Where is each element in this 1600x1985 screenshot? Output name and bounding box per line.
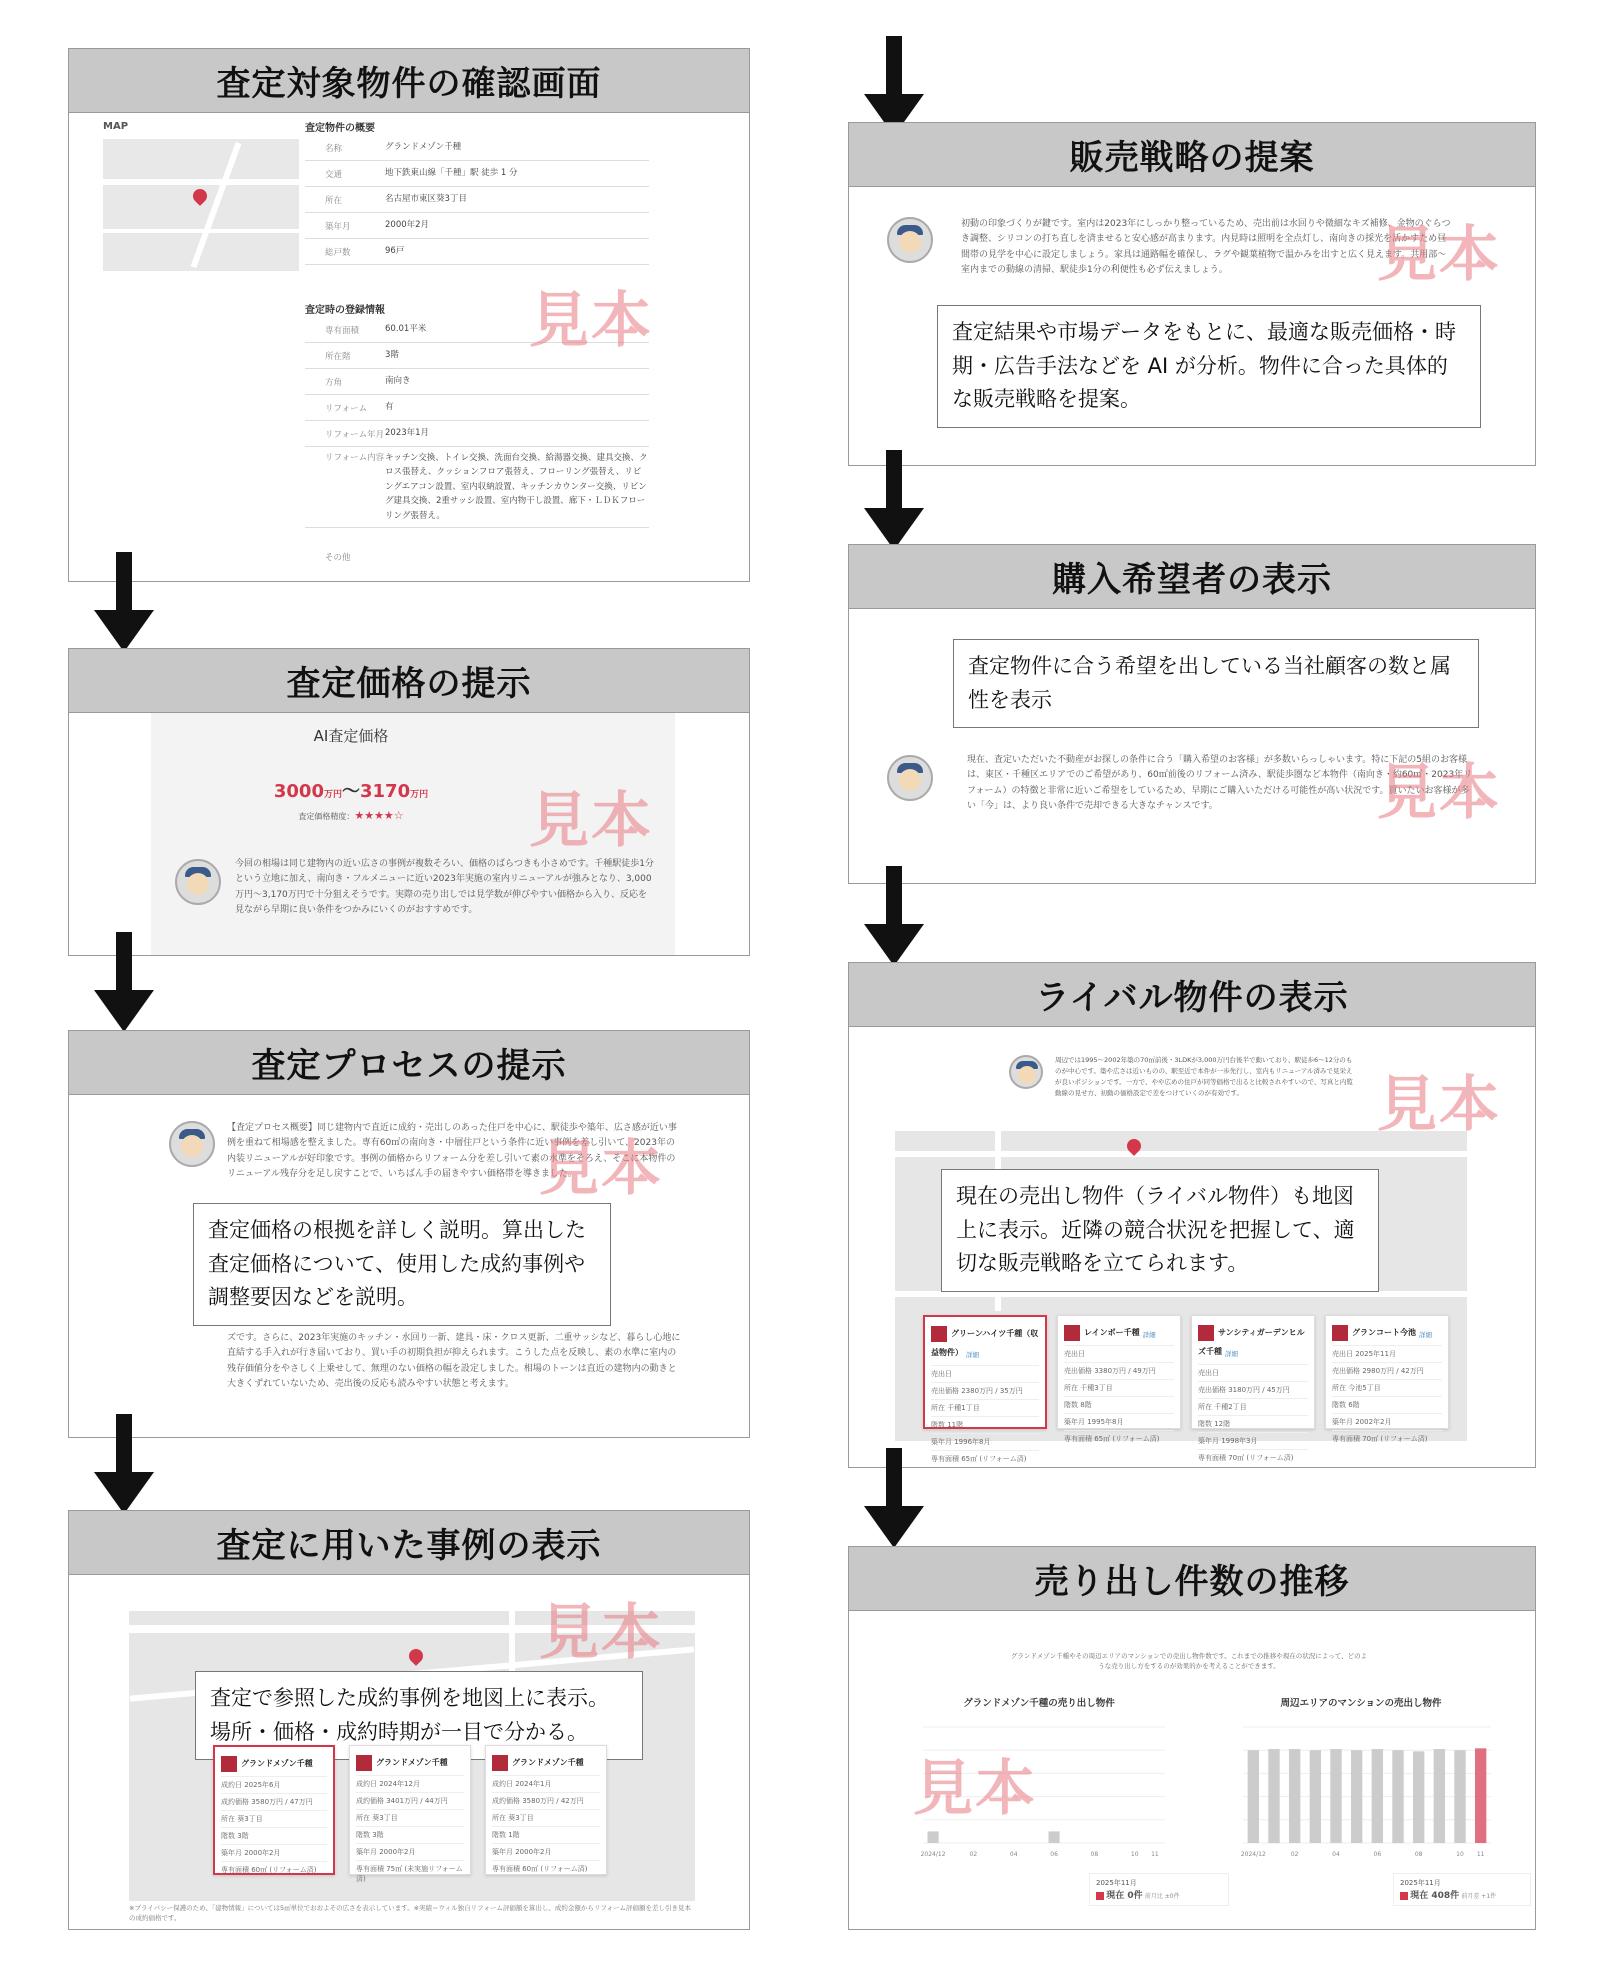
rival-card-line: 専有面積 70㎡ (リフォーム済): [1332, 1430, 1442, 1447]
chart-bar[interactable]: [1289, 1749, 1300, 1843]
case-card-line: 階数 1階: [492, 1826, 600, 1843]
x-tick-label: 06: [1373, 1851, 1382, 1858]
buyers-callout: 査定物件に合う希望を出している当社顧客の数と属性を表示: [953, 639, 1479, 728]
panel-title: 購入希望者の表示: [849, 545, 1535, 609]
advisor-avatar: [887, 217, 933, 263]
x-tick-label: 04: [1332, 1851, 1340, 1858]
x-tick-label: 06: [1050, 1851, 1058, 1858]
rival-card-line: 売出価格 2980万円 / 42万円: [1332, 1362, 1442, 1379]
registration-value: 有: [385, 402, 394, 413]
price-comment: 今回の相場は同じ建物内の近い広さの事例が複数そろい、価格のばらつきも小さめです。千種駅徒歩1分という立地に加え、南向き・フルメニューに近い2023年実施の室内リニューアルが強みとなり、3,000万円〜3,170万円で十分狙えそうです。実際の売り出しでは見学数が伸びやすい価格から入り、反応を見ながら早期に良い条件をつかみにいくのがおすすめです。: [235, 859, 654, 915]
panel-title: 査定対象物件の確認画面: [69, 49, 749, 113]
advisor-avatar: [887, 755, 933, 801]
rating-stars: ★★★★☆: [354, 809, 404, 822]
overview-key: 築年月: [325, 221, 351, 232]
case-card-line: 専有面積 60㎡ (リフォーム済): [221, 1861, 327, 1878]
x-tick-label: 08: [1090, 1851, 1099, 1858]
registration-row: [305, 369, 649, 395]
registration-value: 3階: [385, 350, 399, 361]
process-text-top: 【査定プロセス概要】同じ建物内で直近に成約・売出しのあった住戸を中心に、駅徒歩や築年、広さ感が近い事例を重ねて相場感を整えました。専有60㎡の南向き・中層住戸という条件に近い事例を差し引いて、2023年の内装リニューアルが好印象です。事例の価格からリフォーム分を差し引いて素の水準をそろえ、そこに本物件のリニューアル残存分を足し戻すことで、いちばん手の届きやすい価格帯を導きました。: [227, 1123, 677, 1179]
x-tick-label: 02: [1290, 1851, 1299, 1858]
building-icon: [221, 1756, 237, 1772]
case-card-line: 階数 3階: [356, 1826, 464, 1843]
building-icon: [931, 1326, 947, 1342]
rival-card-line: 売出価格 2380万円 / 35万円: [931, 1382, 1039, 1399]
sample-watermark: 見本: [529, 786, 653, 856]
process-callout: 査定価格の根拠を詳しく説明。算出した査定価格について、使用した成約事例や調整要因などを説明。: [193, 1203, 611, 1326]
x-tick-label: 02: [969, 1851, 978, 1858]
overview-value: 名古屋市東区葵3丁目: [385, 194, 467, 205]
detail-link[interactable]: 詳細: [966, 1351, 979, 1359]
down-arrow-icon: [94, 932, 154, 1032]
overview-key: 総戸数: [325, 247, 351, 258]
x-tick-label: 11: [1151, 1851, 1159, 1858]
case-card-line: 成約価格 3401万円 / 44万円: [356, 1792, 464, 1809]
chart-bar[interactable]: [1330, 1749, 1341, 1843]
advisor-avatar: [175, 859, 221, 905]
rival-card-name: レインボー千種: [1084, 1328, 1140, 1337]
rival-card-name: グリーンハイツ千種（収益物件）: [931, 1329, 1039, 1357]
building-icon: [1332, 1325, 1348, 1341]
chart-bar[interactable]: [1310, 1750, 1321, 1843]
strategy-text: 初動の印象づくりが鍵です。室内は2023年にしっかり整っているため、売出前は水回りや微細なキズ補修、金物のぐらつき調整、シリコンの打ち直しを済ませると安心感が高まります。内見時は照明を全点灯し、南向きの採光を活かすため昼間帯の見学を中心に設定しましょう。家具は通路幅を確保し、ラグや観葉植物で温かみを出すと広く見えます。共用部〜室内までの動線の清掃、駅徒歩1分の利便性も必ず伝えましょう。: [961, 219, 1451, 275]
chart-left-title: グランドメゾン千種の売り出し物件: [963, 1698, 1115, 1709]
property-map[interactable]: [103, 139, 299, 271]
chart-bar[interactable]: [1351, 1750, 1362, 1843]
rival-card-line: 築年月 1996年8月: [931, 1433, 1039, 1450]
rivals-text: 周辺では1995〜2002年築の70㎡前後・3LDKが3,000万円台後半で動いており、駅徒歩6〜12分のものが中心です。築や広さは近いものの、駅至近で本件が一歩先行し、室内もリニューアル済みで見栄えが良いポジションです。一方で、やや広めの住戸が同等価格で出ると比較されやすいので、写真と内覧動線の見せ方、初動の価格設定で差をつけていくのが有効です。: [1055, 1056, 1353, 1098]
panel-property-check: [68, 48, 750, 582]
house-icon: [1400, 1892, 1408, 1900]
advisor-avatar: [1009, 1055, 1043, 1089]
panel-title: 販売戦略の提案: [849, 123, 1535, 187]
detail-link[interactable]: 詳細: [1419, 1331, 1432, 1339]
case-card-line: 所在 葵3丁目: [356, 1809, 464, 1826]
rival-card[interactable]: [923, 1315, 1047, 1463]
chart-bar[interactable]: [1372, 1749, 1383, 1843]
building-icon: [356, 1755, 372, 1771]
panel-listings-trend: [848, 1546, 1536, 1930]
map-label: MAP: [103, 121, 129, 132]
overview-list: [305, 135, 649, 265]
registration-row: [305, 421, 649, 447]
x-tick-label: 11: [1476, 1851, 1485, 1858]
down-arrow-icon: [864, 450, 924, 550]
case-card-line: 階数 3階: [221, 1827, 327, 1844]
registration-value: 南向き: [385, 376, 411, 387]
case-card-line: 専有面積 60㎡ (リフォーム済): [492, 1860, 600, 1877]
down-arrow-icon: [94, 552, 154, 652]
registration-value: 2023年1月: [385, 428, 430, 439]
x-tick-label: 08: [1414, 1851, 1423, 1858]
other-row: その他: [325, 553, 351, 563]
overview-key: 名称: [325, 143, 343, 154]
panel-title: 査定価格の提示: [69, 649, 749, 713]
strategy-callout: 査定結果や市場データをもとに、最適な販売価格・時期・広告手法などを AI が分析。物件に合った具体的な販売戦略を提案。: [937, 305, 1481, 428]
rival-card-line: 築年月 2002年2月: [1332, 1413, 1442, 1430]
rival-card-line: 専有面積 65㎡ (リフォーム済): [1064, 1430, 1174, 1447]
detail-link[interactable]: 詳細: [1225, 1350, 1238, 1358]
overview-row: [305, 135, 649, 161]
case-card-line: 成約価格 3580万円 / 47万円: [221, 1793, 327, 1810]
cases-note: ※プライバシー保護のため、「建物情報」については5㎡単位でおおよその広さを表示しています。※実績＝ウィル独自リフォーム評価額を算出し、成約金額からリフォーム評価額を差し引き見本の成約価格です。: [129, 1904, 692, 1923]
overview-key: 所在: [325, 195, 343, 206]
rival-card-line: 階数 6階: [1332, 1396, 1442, 1413]
down-arrow-icon: [864, 866, 924, 966]
registration-value: 60.01平米: [385, 324, 427, 335]
building-icon: [1064, 1325, 1080, 1341]
rival-card-line: 所在 今池5丁目: [1332, 1379, 1442, 1396]
panel-price: [68, 648, 750, 956]
trend-intro: グランドメゾン千種やその周辺エリアのマンションでの売出し物件数です。これまでの推移や現在の状況によって、どのような売り出し方をするのが効果的かを考えることができます。: [1010, 1652, 1368, 1671]
x-tick-label: 2024/12: [920, 1851, 946, 1858]
down-arrow-icon: [94, 1414, 154, 1514]
ai-price-label: AI査定価格: [313, 727, 389, 745]
cases-callout: 査定で参照した成約事例を地図上に表示。場所・価格・成約時期が一目で分かる。: [195, 1671, 643, 1760]
buyers-text: 現在、査定いただいた不動産がお探しの条件に合う「購入希望のお客様」が多数いらっしゃいます。特に下記の5組のお客様は、東区・千種区エリアでのご希望があり、60㎡前後のリフォーム済み、駅徒歩圏など本物件（南向き・約60㎡・2023年リフォーム）の特徴と非常に近いご希望をしているため、早期にご購入いただける可能性が高い状況です。買いたいお客様が多い「今」は、より良い条件で売却できる大きなチャンスです。: [967, 755, 1473, 811]
rival-card-line: 所在 千種1丁目: [931, 1399, 1039, 1416]
registration-key: リフォーム: [325, 403, 368, 414]
right-count: 現在 408件: [1410, 1891, 1460, 1901]
location-pin-icon[interactable]: [406, 1646, 426, 1666]
location-pin-icon[interactable]: [190, 186, 210, 206]
panel-strategy: [848, 122, 1536, 466]
chart-bar[interactable]: [1454, 1750, 1465, 1843]
detail-link[interactable]: 詳細: [1142, 1331, 1156, 1339]
overview-value: グランドメゾン千種: [385, 142, 462, 153]
price-range: 3000万円〜3170万円: [273, 781, 429, 802]
registration-key: 所在階: [325, 351, 351, 362]
rival-card-line: 所在 千種2丁目: [1198, 1398, 1308, 1415]
panel-rivals: [848, 962, 1536, 1468]
chart-bar[interactable]: [1434, 1749, 1445, 1843]
x-tick-label: 2024/12: [1240, 1851, 1266, 1858]
case-card-name: グランドメゾン千種: [376, 1758, 448, 1767]
rival-card[interactable]: [1191, 1315, 1315, 1462]
rivals-callout: 現在の売出し物件（ライバル物件）も地図上に表示。近隣の競合状況を把握して、適切な販売戦略を立てられます。: [941, 1169, 1379, 1292]
case-card-line: 所在 葵3丁目: [492, 1809, 600, 1826]
sample-watermark: 見本: [539, 1598, 663, 1668]
sample-watermark: 見本: [539, 1134, 663, 1204]
overview-row: [305, 239, 649, 265]
price-low: 3000: [273, 781, 324, 802]
case-card[interactable]: [213, 1745, 335, 1875]
case-card[interactable]: [349, 1745, 471, 1883]
x-tick-label: 10: [1130, 1851, 1139, 1858]
rival-card-line: 専有面積 65㎡ (リフォーム済): [931, 1450, 1039, 1467]
chart-right-summary: 2025年11月 現在 408件 前月差 +1件: [1393, 1873, 1531, 1906]
panel-title: 査定プロセスの提示: [69, 1031, 749, 1095]
chart-bar[interactable]: [1413, 1751, 1424, 1843]
rival-card-line: 売出日: [1198, 1364, 1308, 1381]
chart-bar[interactable]: [1268, 1749, 1279, 1843]
building-icon: [1198, 1325, 1214, 1341]
case-card-line: 成約価格 3580万円 / 42万円: [492, 1792, 600, 1809]
left-count: 現在 0件: [1106, 1891, 1143, 1901]
overview-row: [305, 187, 649, 213]
price-high: 3170: [360, 781, 411, 802]
rival-card-line: 築年月 1995年8月: [1064, 1413, 1174, 1430]
rival-card-line: 階数 11階: [931, 1416, 1039, 1433]
case-card-line: 所在 葵3丁目: [221, 1810, 327, 1827]
overview-row: [305, 213, 649, 239]
down-arrow-icon: [864, 36, 924, 136]
panel-title: 売り出し件数の推移: [849, 1547, 1535, 1611]
rival-card-line: 築年月 1998年3月: [1198, 1432, 1308, 1449]
process-text-bottom: ズです。さらに、2023年実施のキッチン・水回り一新、建具・床・クロス更新、二重サッシなど、暮らし心地に直結する手入れが行き届いており、買い手の初期負担が抑えられます。こうした点を反映し、素の水準に室内の残存価値分をやさしく上乗せして、無理のない価格の幅を設定しました。相場のトーンは直近の建物内の動きと大きくずれていないため、売出後の反応も読みやすい状態と考えます。: [227, 1333, 681, 1389]
case-card-line: 専有面積 75㎡ (未実施リフォーム済): [356, 1860, 464, 1887]
rival-card-line: 売出日: [1064, 1345, 1174, 1362]
rival-card-line: 売出価格 3380万円 / 49万円: [1064, 1362, 1174, 1379]
panel-title: ライバル物件の表示: [849, 963, 1535, 1027]
x-tick-label: 10: [1456, 1851, 1464, 1858]
rival-card-line: 売出日: [931, 1365, 1039, 1382]
panel-title: 査定に用いた事例の表示: [69, 1511, 749, 1575]
rival-card-line: 専有面積 70㎡ (リフォーム済): [1198, 1449, 1308, 1466]
chart-left-summary: 2025年11月 現在 0件 前月比 ±0件: [1089, 1873, 1229, 1906]
overview-heading: 査定物件の概要: [305, 123, 375, 134]
case-card-line: 成約日 2024年12月: [356, 1775, 464, 1792]
chart-right-title: 周辺エリアのマンションの売出し物件: [1280, 1698, 1442, 1709]
overview-value: 地下鉄東山線「千種」駅 徒歩 1 分: [385, 168, 518, 179]
registration-key: リフォーム内容: [325, 453, 385, 463]
registration-heading: 査定時の登録情報: [305, 305, 385, 316]
panel-cases: [68, 1510, 750, 1930]
case-card[interactable]: [485, 1745, 607, 1875]
registration-row: [305, 395, 649, 421]
rival-card[interactable]: [1325, 1315, 1449, 1443]
overview-key: 交通: [325, 169, 343, 180]
chart-bar[interactable]: [1049, 1831, 1060, 1843]
case-card-line: 築年月 2000年2月: [492, 1843, 600, 1860]
registration-value: キッチン交換、トイレ交換、洗面台交換、給湯器交換、建具交換、クロス張替え、クッションフロア張替え、フローリング張替え、リビングエアコン設置、室内収納設置、キッチンカウンター交換、リビング建具交換、2重サッシ設置、室内物干し設置、廊下・ＬＤＫフローリング張替え。: [385, 453, 648, 521]
rival-card-name: サンシティガーデンヒルズ千種: [1198, 1328, 1305, 1356]
registration-row: [305, 447, 649, 528]
sample-watermark: 見本: [913, 1754, 1037, 1824]
advisor-avatar: [169, 1121, 215, 1167]
rival-card-line: 階数 12階: [1198, 1415, 1308, 1432]
down-arrow-icon: [864, 1448, 924, 1548]
sample-watermark: 見本: [529, 286, 653, 356]
case-card-name: グランドメゾン千種: [512, 1758, 584, 1767]
case-card-name: グランドメゾン千種: [241, 1759, 313, 1768]
registration-key: リフォーム年月: [325, 429, 385, 440]
chart-bar[interactable]: [1248, 1750, 1259, 1843]
chart-bar[interactable]: [1475, 1748, 1486, 1843]
chart-right: [1225, 1721, 1497, 1861]
rival-card-line: 売出日 2025年11月: [1332, 1345, 1442, 1362]
accuracy: 査定価格精度：★★★★☆: [298, 809, 404, 822]
sample-watermark: 見本: [1377, 220, 1501, 290]
overview-row: [305, 161, 649, 187]
building-icon: [492, 1755, 508, 1771]
overview-value: 2000年2月: [385, 220, 430, 231]
case-card-line: 築年月 2000年2月: [221, 1844, 327, 1861]
house-icon: [1096, 1892, 1104, 1900]
sample-watermark: 見本: [1377, 758, 1501, 828]
chart-bar[interactable]: [928, 1831, 939, 1843]
overview-value: 96戸: [385, 246, 405, 257]
case-card-line: 成約日 2024年1月: [492, 1775, 600, 1792]
registration-key: 専有面積: [325, 325, 360, 336]
panel-buyers: [848, 544, 1536, 884]
chart-bar[interactable]: [1392, 1750, 1403, 1843]
case-card-line: 成約日 2025年6月: [221, 1776, 327, 1793]
x-tick-label: 04: [1009, 1851, 1018, 1858]
rival-card-line: 売出価格 3180万円 / 45万円: [1198, 1381, 1308, 1398]
rival-card-line: 階数 8階: [1064, 1396, 1174, 1413]
rival-card[interactable]: [1057, 1315, 1181, 1443]
rival-card-name: グランコート今池: [1352, 1328, 1416, 1337]
registration-key: 方角: [325, 377, 343, 388]
sample-watermark: 見本: [1377, 1070, 1501, 1140]
panel-process: [68, 1030, 750, 1438]
case-card-line: 築年月 2000年2月: [356, 1843, 464, 1860]
rival-card-line: 所在 千種3丁目: [1064, 1379, 1174, 1396]
